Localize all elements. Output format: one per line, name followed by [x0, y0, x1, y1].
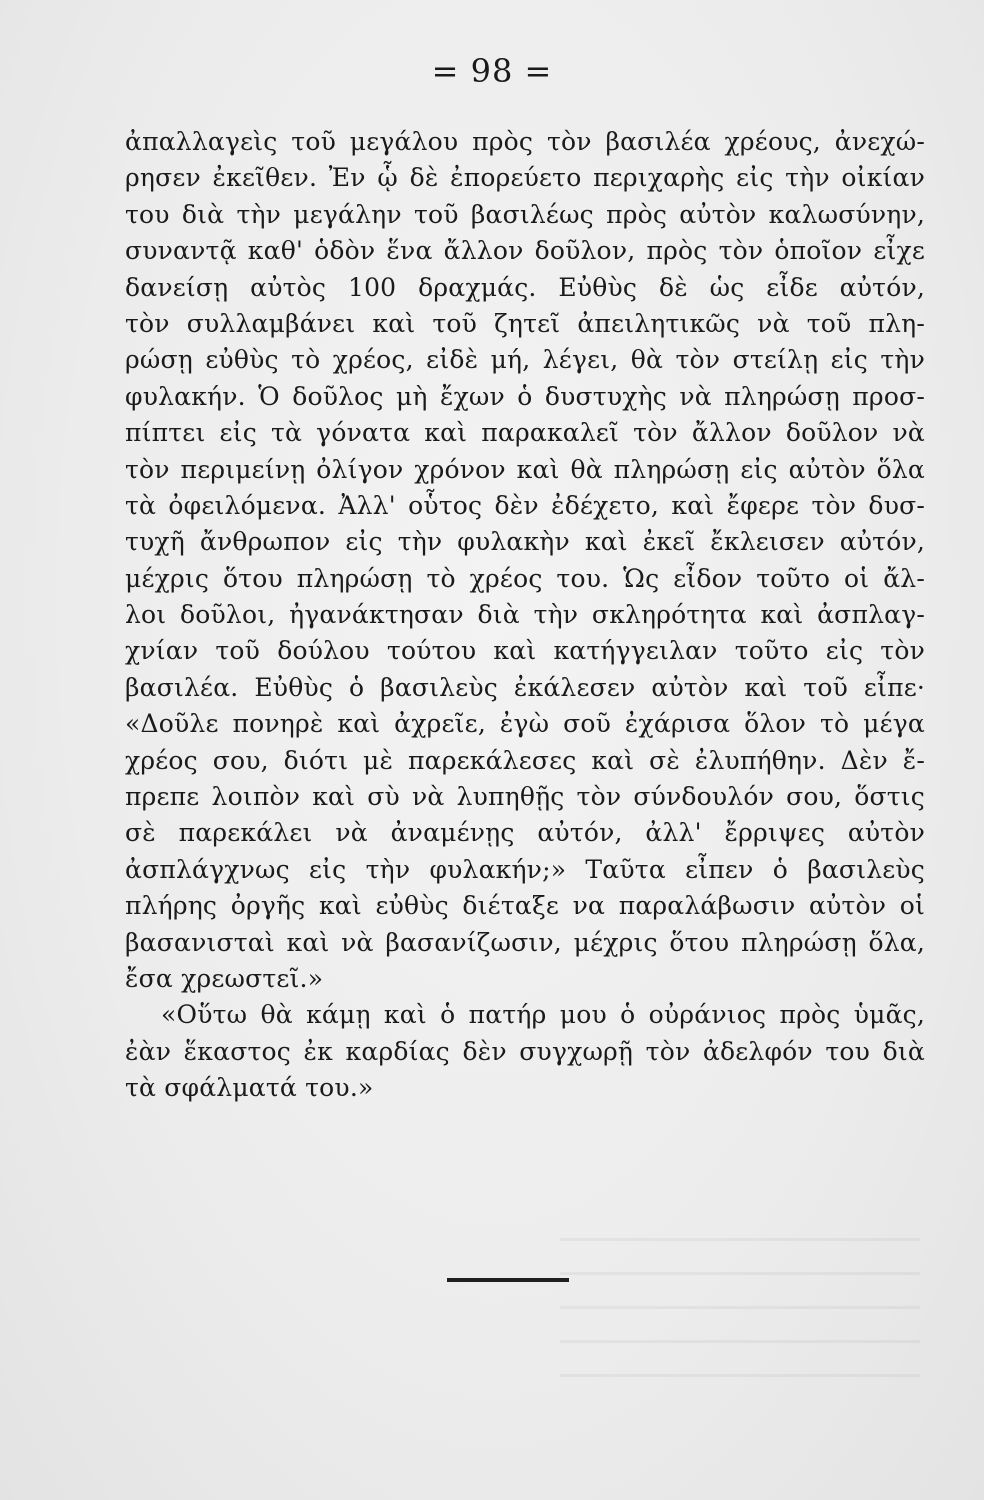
bleed-through-text [560, 1238, 920, 1378]
text-line: ἔσα χρεωστεῖ.» [125, 963, 324, 993]
paragraph-start-line: «Οὕτω θὰ κάμῃ καὶ ὁ πατήρ μου ὁ οὐράνιος πρὸς ὑμᾶς, [161, 1000, 925, 1030]
text-line: φυλακήν. Ὁ δοῦλος μὴ ἔχων ὁ δυστυχὴς νὰ πληρώσῃ προσ- [125, 381, 925, 411]
body-text [125, 124, 925, 1107]
text-line: βασιλέα. Εὐθὺς ὁ βασιλεὺς ἐκάλεσεν αὐτὸν καὶ τοῦ εἶπε· [125, 672, 925, 702]
section-end-rule [447, 1278, 569, 1282]
text-line: χρέος σου, διότι μὲ παρεκάλεσες καὶ σὲ ἐλυπήθην. Δὲν ἔ- [125, 745, 925, 775]
text-line: χνίαν τοῦ δούλου τούτου καὶ κατήγγειλαν τοῦτο εἰς τὸν [125, 636, 925, 666]
text-line: τὸν περιμείνῃ ὀλίγον χρόνον καὶ θὰ πληρώσῃ εἰς αὐτὸν ὅλα [125, 454, 925, 484]
text-line: βασανισταὶ καὶ νὰ βασανίζωσιν, μέχρις ὅτου πληρώσῃ ὅλα, [125, 927, 925, 957]
text-line: ρώσῃ εὐθὺς τὸ χρέος, εἰδὲ μή, λέγει, θὰ τὸν στείλῃ εἰς τὴν [125, 345, 925, 375]
text-line: «Δοῦλε πονηρὲ καὶ ἀχρεῖε, ἐγὼ σοῦ ἐχάρισα ὅλον τὸ μέγα [125, 709, 925, 739]
text-line: ἀσπλάγχνως εἰς τὴν φυλακήν;» Ταῦτα εἶπεν ὁ βασιλεὺς [125, 854, 925, 884]
text-line: σὲ παρεκάλει νὰ ἀναμένῃς αὐτόν, ἀλλ' ἔρριψες αὐτὸν [125, 818, 925, 848]
text-line: δανείσῃ αὐτὸς 100 δραχμάς. Εὐθὺς δὲ ὡς εἶδε αὐτόν, [125, 272, 925, 302]
text-line: πρεπε λοιπὸν καὶ σὺ νὰ λυπηθῇς τὸν σύνδουλόν σου, ὅστις [125, 782, 925, 812]
text-line: ἀπαλλαγεὶς τοῦ μεγάλου πρὸς τὸν βασιλέα χρέους, ἀνεχώ- [125, 127, 925, 156]
text-line: τὰ σφάλματά του.» [125, 1073, 374, 1103]
text-line: τὰ ὀφειλόμενα. Ἀλλ' οὗτος δὲν ἐδέχετο, καὶ ἔφερε τὸν δυσ- [125, 490, 925, 520]
text-line: πλήρης ὀργῆς καὶ εὐθὺς διέταξε να παραλάβωσιν αὐτὸν οἱ [125, 891, 925, 921]
text-line: συναντᾷ καθ' ὁδὸν ἕνα ἄλλον δοῦλον, πρὸς τὸν ὁποῖον εἶχε [125, 236, 925, 266]
text-line: ρησεν ἐκεῖθεν. Ἐν ᾧ δὲ ἐπορεύετο περιχαρὴς εἰς τὴν οἰκίαν [125, 163, 925, 193]
text-line: ἐὰν ἕκαστος ἐκ καρδίας δὲν συγχωρῇ τὸν ἀδελφόν του διὰ [125, 1036, 925, 1066]
text-line: του διὰ τὴν μεγάλην τοῦ βασιλέως πρὸς αὐτὸν καλωσύνην, [125, 199, 925, 229]
text-line: τὸν συλλαμβάνει καὶ τοῦ ζητεῖ ἀπειλητικῶς νὰ τοῦ πλη- [125, 308, 925, 338]
page-number: = 98 = [431, 52, 553, 90]
text-line: λοι δοῦλοι, ἠγανάκτησαν διὰ τὴν σκληρότητα καὶ ἀσπλαγ- [125, 600, 925, 630]
text-line: μέχρις ὅτου πληρώσῃ τὸ χρέος του. Ὡς εἶδον τοῦτο οἱ ἄλ- [125, 563, 925, 593]
text-line: τυχῆ ἄνθρωπον εἰς τὴν φυλακὴν καὶ ἐκεῖ ἔκλεισεν αὐτόν, [125, 527, 925, 557]
text-line: πίπτει εἰς τὰ γόνατα καὶ παρακαλεῖ τὸν ἄλλον δοῦλον νὰ [125, 418, 925, 448]
